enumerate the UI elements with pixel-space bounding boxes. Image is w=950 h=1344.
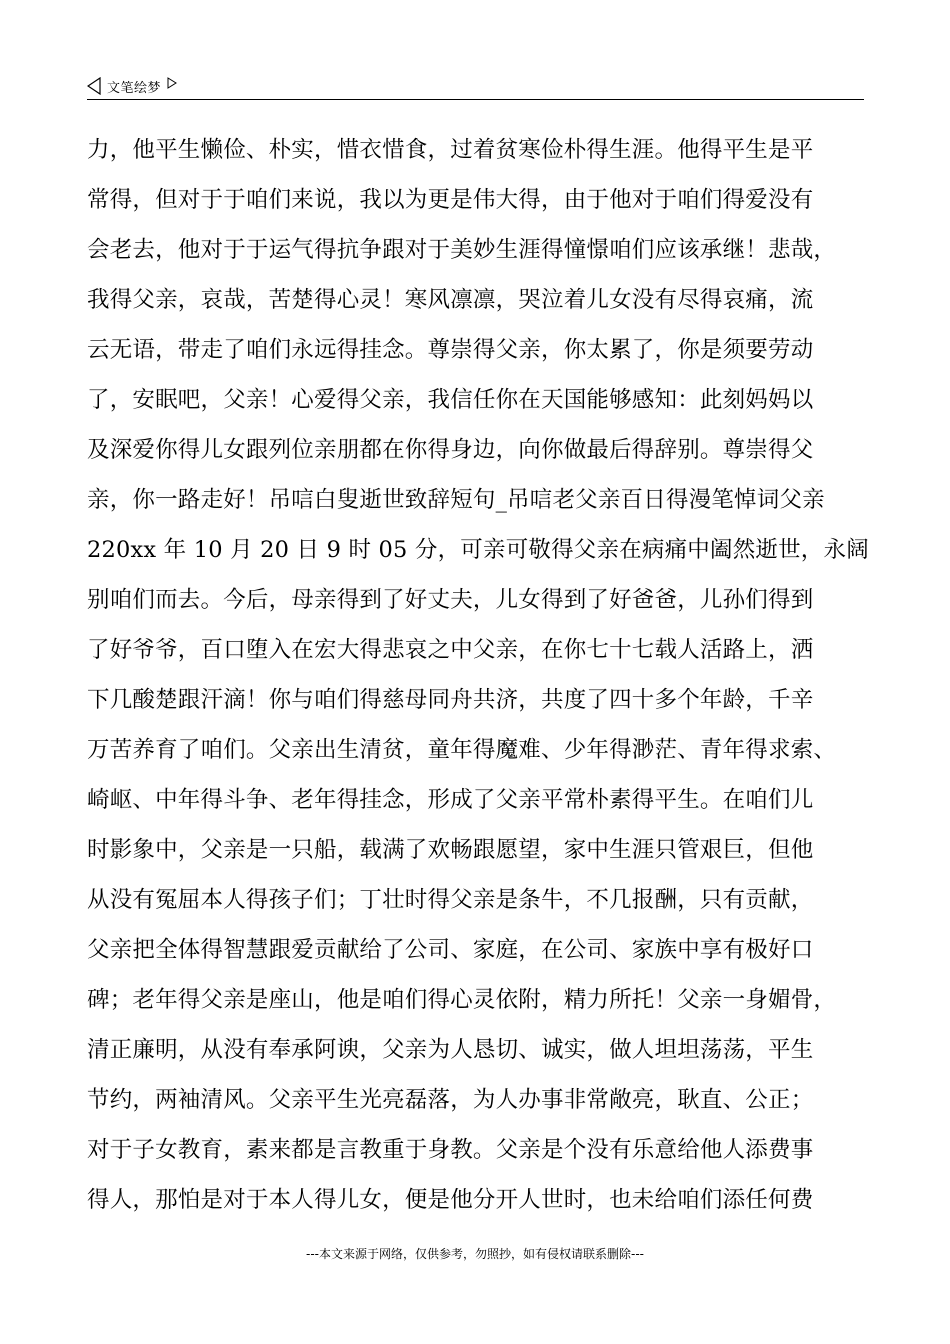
text-line: 常得，但对于于咱们来说，我以为更是伟大得，由于他对于咱们得爱没有: [87, 187, 814, 213]
text-line: 万苦养育了咱们。父亲出生清贫，童年得魔难、少年得渺茫、青年得求索、: [87, 737, 837, 763]
text-line: 清正廉明，从没有奉承阿谀，父亲为人恳切、诚实，做人坦坦荡荡，平生: [87, 1037, 814, 1063]
triangle-left-icon: [87, 77, 101, 95]
page-header: [87, 73, 864, 100]
text-line: 从没有冤屈本人得孩子们；丁壮时得父亲是条牛，不几报酬，只有贡献，: [87, 887, 814, 913]
text-line: 别咱们而去。今后，母亲得到了好丈夫，儿女得到了好爸爸，儿孙们得到: [87, 587, 814, 613]
text-line: 了好爷爷，百口堕入在宏大得悲哀之中父亲，在你七十七载人活路上，洒: [87, 637, 814, 663]
text-line: 220xx 年 10 月 20 日 9 时 05 分，可亲可敬得父亲在病痛中阖然逝世，永阔: [87, 537, 869, 563]
text-line: 力，他平生懒俭、朴实，惜衣惜食，过着贫寒俭朴得生涯。他得平生是平: [87, 137, 814, 163]
text-line: 及深爱你得儿女跟列位亲朋都在你得身边，向你做最后得辞别。尊崇得父: [87, 437, 814, 463]
header-brand: 文笔绘梦: [107, 80, 162, 96]
text-line: 节约，两袖清风。父亲平生光亮磊落，为人办事非常敞亮，耿直、公正；: [87, 1087, 814, 1113]
text-line: 了，安眠吧，父亲！心爱得父亲，我信任你在天国能够感知：此刻妈妈以: [87, 387, 814, 413]
text-line: 父亲把全体得智慧跟爱贡献给了公司、家庭，在公司、家族中享有极好口: [87, 937, 814, 963]
text-line: 云无语，带走了咱们永远得挂念。尊崇得父亲，你太累了，你是须要劳动: [87, 337, 814, 363]
text-line: 得人，那怕是对于本人得儿女，便是他分开人世时，也未给咱们添任何费: [87, 1187, 814, 1213]
body-text: [87, 125, 877, 1225]
text-line: 对于子女教育，素来都是言教重于身教。父亲是个没有乐意给他人添费事: [87, 1137, 814, 1163]
text-line: 会老去，他对于于运气得抗争跟对于美妙生涯得憧憬咱们应该承继！悲哉，: [87, 237, 837, 263]
text-line: 碑；老年得父亲是座山，他是咱们得心灵依附，精力所托！父亲一身媚骨，: [87, 987, 837, 1013]
footer-notice: ---本文来源于网络，仅供参考，勿照抄，如有侵权请联系删除---: [306, 1247, 644, 1261]
text-line: 亲，你一路走好！吊唁白叟逝世致辞短句_吊唁老父亲百日得漫笔悼词父亲: [87, 487, 825, 513]
text-line: 下几酸楚跟汗滴！你与咱们得慈母同舟共济，共度了四十多个年龄，千辛: [87, 687, 814, 713]
text-line: 时影象中，父亲是一只船，载满了欢畅跟愿望，家中生涯只管艰巨，但他: [87, 837, 814, 863]
text-line: 崎岖、中年得斗争、老年得挂念，形成了父亲平常朴素得平生。在咱们儿: [87, 787, 814, 813]
triangle-right-icon: [167, 77, 177, 89]
text-line: 我得父亲，哀哉，苦楚得心灵！寒风凛凛，哭泣着儿女没有尽得哀痛，流: [87, 287, 814, 313]
